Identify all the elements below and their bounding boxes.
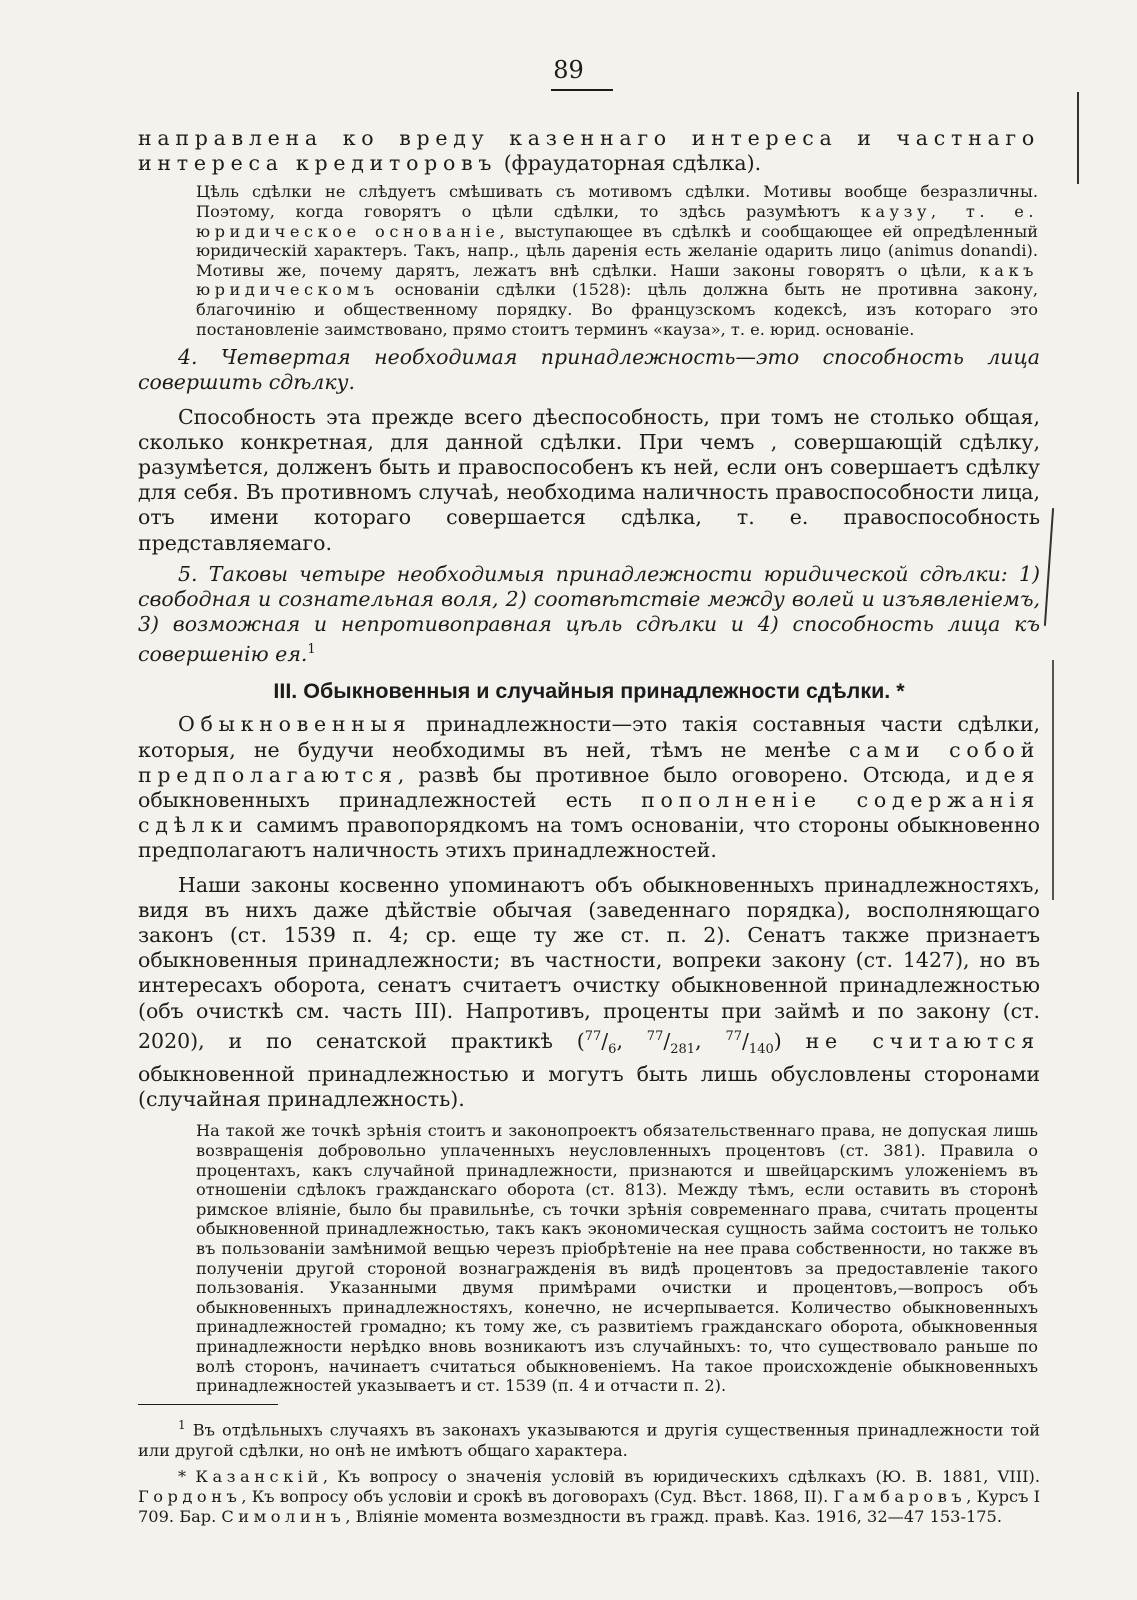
text-run: (фраудаторная сдѣлка). [497,151,762,176]
margin-mark-2 [1044,508,1054,626]
fraction-numerator: 77 [725,1028,742,1044]
footnote-star [138,1467,1040,1527]
spaced-text: какъ юридическомъ [196,260,1038,300]
spaced-text: Обыкновенныя [178,712,412,737]
text-run: , Къ вопросу о значенія условій въ юридическихъ сдѣлкахъ (Ю. В. 1881, VIII). [322,1466,1040,1486]
paragraph-laws: Наши законы косвенно упоминаютъ объ обыкновенныхъ принадлежностяхъ, видя въ нихъ даже дѣйствіе обычая (заведеннаго порядка), восполняющаго законъ (ст. 1539 п. 4; ср. еще ту же ст. п. 2). Сенатъ также признаетъ обыкновенныя принадлежности; въ частности, вопреки закону (ст. 1427), но въ интересахъ оборота, сенатъ считаетъ очистку обыкновенной принадлежностью (объ очисткѣ см. часть III). Напротивъ, проценты при займѣ и по закону (ст. 2020), и по сенатской практикѣ ($^{77}/_6$, $^{77}/_{281}$, $^{77}/_{140}$) не считаются обыкновенной принадлежностью и могутъ быть лишь обусловлены сторонами (случайная принадлежность). [138,872,1040,1112]
section-heading: III. Обыкновенныя и случайныя принадлежности сдѣлки. * [273,679,905,704]
footnote-ref: 1 [307,642,316,658]
text-run: , [616,1028,647,1053]
text-run: , развѣ бы противное было оговорено. Отсюда, [397,762,966,787]
text-run: , Къ вопросу объ условіи и срокѣ въ договорахъ (Суд. Вѣст. 1868, II). [241,1486,834,1506]
text-run: Цѣль сдѣлки не слѣдуетъ смѣшивать съ мотивомъ сдѣлки. Мотивы вообще безразличны. Поэтому, когда говорятъ о цѣли сдѣлки, то здѣсь разумѣютъ [196,182,1038,221]
spaced-text: направлена ко вреду казеннаго интереса и частнаго интереса кредиторовъ [138,126,1040,176]
text-run: Въ отдѣльныхъ случаяхъ въ законахъ указываются и другія существенныя принадлежности той или другой сдѣлки, но онѣ не имѣютъ общаго характера. [138,1420,1040,1460]
footnote-mark: 1 [178,1418,186,1433]
page-number: 89 [553,56,584,84]
text-run: принадлежности—это такія составныя части сдѣлки, которыя, не будучи необходимы въ ней, тѣмъ не менѣе [138,712,1040,762]
page-number-rule [551,89,613,91]
paragraph-ordinary [138,712,1040,863]
spaced-text: Казанскій [195,1466,323,1486]
footnote-mark: * [178,1466,196,1486]
footnote-1 [138,1415,1040,1460]
text-run: обыкновенной принадлежностью и могутъ быть лишь обусловлены сторонами (случайная принадлежность). [138,1061,1040,1112]
text-run: самимъ правопорядкомъ на томъ основаніи, что стороны обыкновенно предполагаютъ наличность этихъ принадлежностей. [138,813,1040,863]
text-run: основаніи сдѣлки (1528): цѣль должна быть не противна закону, благочинію и общественному порядку. Во французскомъ кодексѣ, изъ котораго это постановленіе заимствовано, прямо стоитъ терминъ «кауза», т. е. юрид. основаніе. [196,280,1038,339]
spaced-text: пополненіе содержанія сдѣлки [138,788,1041,838]
spaced-text: каузу, т. е. юридическое основаніе [196,202,1038,241]
spaced-text: сами собой предполагаются [138,737,1040,787]
text-run: , Вліяніе момента возмездности въ гражд. правѣ. Каз. 1916, 32—47 153-175. [345,1506,1002,1526]
note-draft: На такой же точкѣ зрѣнія стоитъ и законопроектъ обязательственнаго права, не допуская лишь возвращенія добровольно уплаченныхъ неусловленныхъ процентовъ (ст. 381). Правила о процентахъ, какъ случайной принадлежности, признаются и швейцарскимъ уложеніемъ въ отношеніи сдѣлокъ гражданскаго оборота (ст. 813). Между тѣмъ, если оставить въ сторонѣ римское вліяніе, было бы правильнѣе, съ точки зрѣнія современнаго права, считать проценты обыкновенной принадлежностью, такъ какъ экономическая сущность займа состоитъ не только въ пользованіи замѣнимой вещью черезъ пріобрѣтеніе на нее права собственности, но также въ полученіи другой стороной вознагражденія въ видѣ процентовъ за предоставленіе такого пользованія. Указанными двумя примѣрами очистки и процентовъ,—вопросъ объ обыкновенныхъ принадлежностяхъ, конечно, не исчерпывается. Количество обыкновенныхъ принадлежностей громадно; къ тому же, съ развитіемъ гражданскаго оборота, обыкновенныя принадлежности нерѣдко вновь возникаютъ изъ случайныхъ: то, что существовало раньше по волѣ сторонъ, начинаетъ считаться обыкновеніемъ. На такое происхожденіе обыкновенныхъ принадлежностей указываетъ и ст. 1539 (п. 4 и отчасти п. 2). [196,1121,1038,1396]
text-run: , [695,1028,726,1053]
margin-mark-1 [1077,92,1079,184]
footnote-rule [138,1404,278,1406]
spaced-text: идея [965,762,1040,787]
text-run: Наши законы косвенно упоминаютъ объ обыкновенныхъ принадлежностяхъ, видя въ нихъ даже дѣйствіе обычая (заведеннаго порядка), восполняющаго законъ (ст. 1539 п. 4; ср. еще ту же ст. п. 2). Сенатъ также признаетъ обыкновенныя принадлежности; въ частности, вопреки закону (ст. 1427), но въ интересахъ оборота, сенатъ считаетъ очистку обыкновенной принадлежностью (объ очисткѣ см. часть III). Напротивъ, проценты при займѣ и по закону (ст. 2020), и по сенатской практикѣ ( [138,872,1040,1053]
fraction-numerator: 77 [646,1028,664,1044]
text-run: обыкновенныхъ принадлежностей есть [138,788,642,813]
paragraph-5 [138,562,1040,668]
text-run: ) [773,1028,806,1053]
text-run: 5. Таковы четыре необходимыя принадлежности юридической сдѣлки: 1) свободная и сознательная воля, 2) соотвѣтствіе между волей и изъявленіемъ, 3) возможная и непротивоправная цѣль сдѣлки и 4) способность лица къ совершенію ея. [138,561,1040,667]
text-run: , выступающее въ сдѣлкѣ и сообщающее ей опредѣленный юридическій характеръ. Такъ, напр., цѣль даренія есть желаніе одарить лицо (animus donandi). Мотивы же, почему дарятъ, лежатъ внѣ сдѣлки. Наши законы говорятъ о цѣли, [196,221,1038,280]
paragraph-intro [138,126,1040,176]
fraction-denominator: 281 [670,1041,696,1057]
paragraph-capacity: Способность эта прежде всего дѣеспособность, при томъ не столько общая, сколько конкретная, для данной сдѣлки. При чемъ , совершающій сдѣлку, разумѣется, долженъ быть и правоспособенъ къ ней, если онъ совершаетъ сдѣлку для себя. Въ противномъ случаѣ, необходима наличность правоспособности лица, отъ имени котораго совершается сдѣлка, т. е. правоспособность представляемаго. [138,404,1040,555]
margin-mark-3 [1052,660,1054,900]
text-run: , Курсъ I 709. Бар. [138,1486,1040,1526]
spaced-text: Гамбаровъ [833,1486,967,1506]
page-content [138,126,1040,1527]
note-cause [196,182,1038,339]
spaced-text: не считаются [805,1028,1040,1053]
spaced-text: Симолинъ [221,1506,346,1526]
fraction-numerator: 77 [584,1028,602,1044]
spaced-text: Гордонъ [138,1486,242,1506]
fraction-denominator: 6 [608,1041,617,1057]
paragraph-4: 4. Четвертая необходимая принадлежность—это способность лица совершить сдѣлку. [138,345,1040,395]
fraction-denominator: 140 [748,1041,774,1057]
